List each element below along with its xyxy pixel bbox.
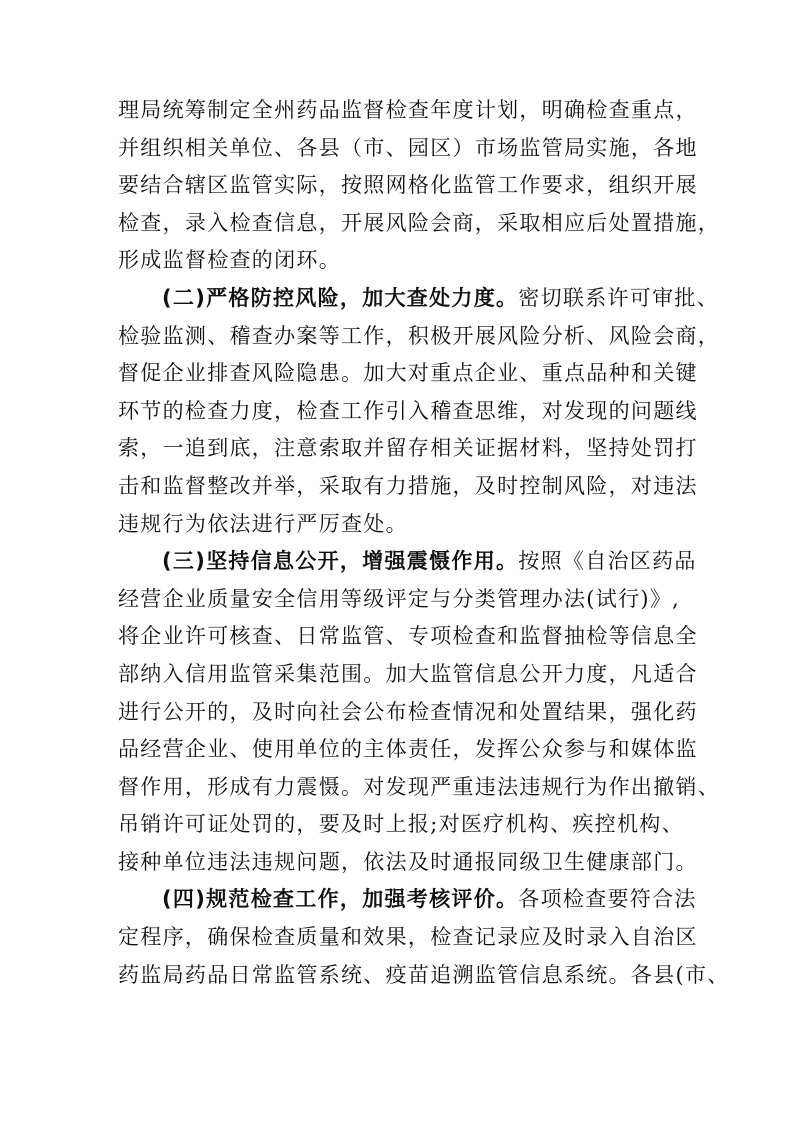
- text-line: 理局统筹制定全州药品监督检查年度计划，明确检查重点，: [118, 98, 698, 122]
- text-line: 定程序，确保检查质量和效果，检查记录应及时录入自治区: [118, 925, 698, 950]
- text-line: 违规行为依法进行严厉查处。: [118, 511, 408, 536]
- paragraph-1: [118, 92, 721, 280]
- text-line: 接种单位违法违规问题，依法及时通报同级卫生健康部门。: [118, 849, 698, 874]
- section-first-line: [118, 280, 719, 318]
- section-2: [118, 280, 721, 543]
- text-run: 各项检查要符合法: [518, 887, 697, 912]
- text-line: 部纳入信用监管采集范围。加大监管信息公开力度，凡适合: [118, 661, 698, 686]
- text-line: 进行公开的，及时向社会公布检查情况和处置结果，强化药: [118, 699, 698, 724]
- section-4: [118, 881, 730, 994]
- section-heading: (二)严格防控风险，加大查处力度。: [162, 285, 519, 310]
- text-line: 品经营企业、使用单位的主体责任，发挥公众参与和媒体监: [118, 737, 698, 762]
- section-first-line: [118, 881, 697, 919]
- section-heading: (四)规范检查工作，加强考核评价。: [162, 887, 519, 912]
- text-line: 将企业许可核查、日常监管、专项检查和监督抽检等信息全: [118, 624, 698, 649]
- text-line: 检查，录入检查信息，开展风险会商，采取相应后处置措施，: [118, 210, 721, 235]
- text-run: 按照《自治区药品: [518, 549, 697, 574]
- text-line: 检验监测、稽查办案等工作，积极开展风险分析、风险会商，: [118, 323, 721, 348]
- text-line: 吊销许可证处罚的，要及时上报;对医疗机构、疾控机构、: [118, 812, 684, 837]
- text-line: 药监局药品日常监管系统、疫苗追溯监管信息系统。各县(市、: [118, 962, 730, 987]
- document-body: [118, 92, 730, 994]
- text-line: 督促企业排查风险隐患。加大对重点企业、重点品种和关键: [118, 361, 698, 386]
- text-line: 击和监督整改并举，采取有力措施，及时控制风险，对违法: [118, 473, 698, 498]
- text-line: 要结合辖区监管实际，按照网格化监管工作要求，组织开展: [118, 173, 698, 198]
- text-line: 索，一追到底，注意索取并留存相关证据材料，坚持处罚打: [118, 436, 698, 461]
- text-line: 督作用，形成有力震慑。对发现严重违法违规行为作出撤销、: [118, 774, 721, 799]
- section-3: [118, 543, 721, 881]
- text-line: 并组织相关单位、各县（市、园区）市场监管局实施，各地: [118, 135, 698, 160]
- text-line: 形成监督检查的闭环。: [118, 248, 341, 273]
- section-first-line: [118, 543, 697, 581]
- text-line: 环节的检查力度，检查工作引入稽查思维，对发现的问题线: [118, 398, 698, 423]
- text-line: 经营企业质量安全信用等级评定与分类管理办法(试行)》,: [118, 586, 681, 611]
- text-run: 密切联系许可审批、: [518, 285, 719, 310]
- section-heading: (三)坚持信息公开，增强震慑作用。: [162, 549, 519, 574]
